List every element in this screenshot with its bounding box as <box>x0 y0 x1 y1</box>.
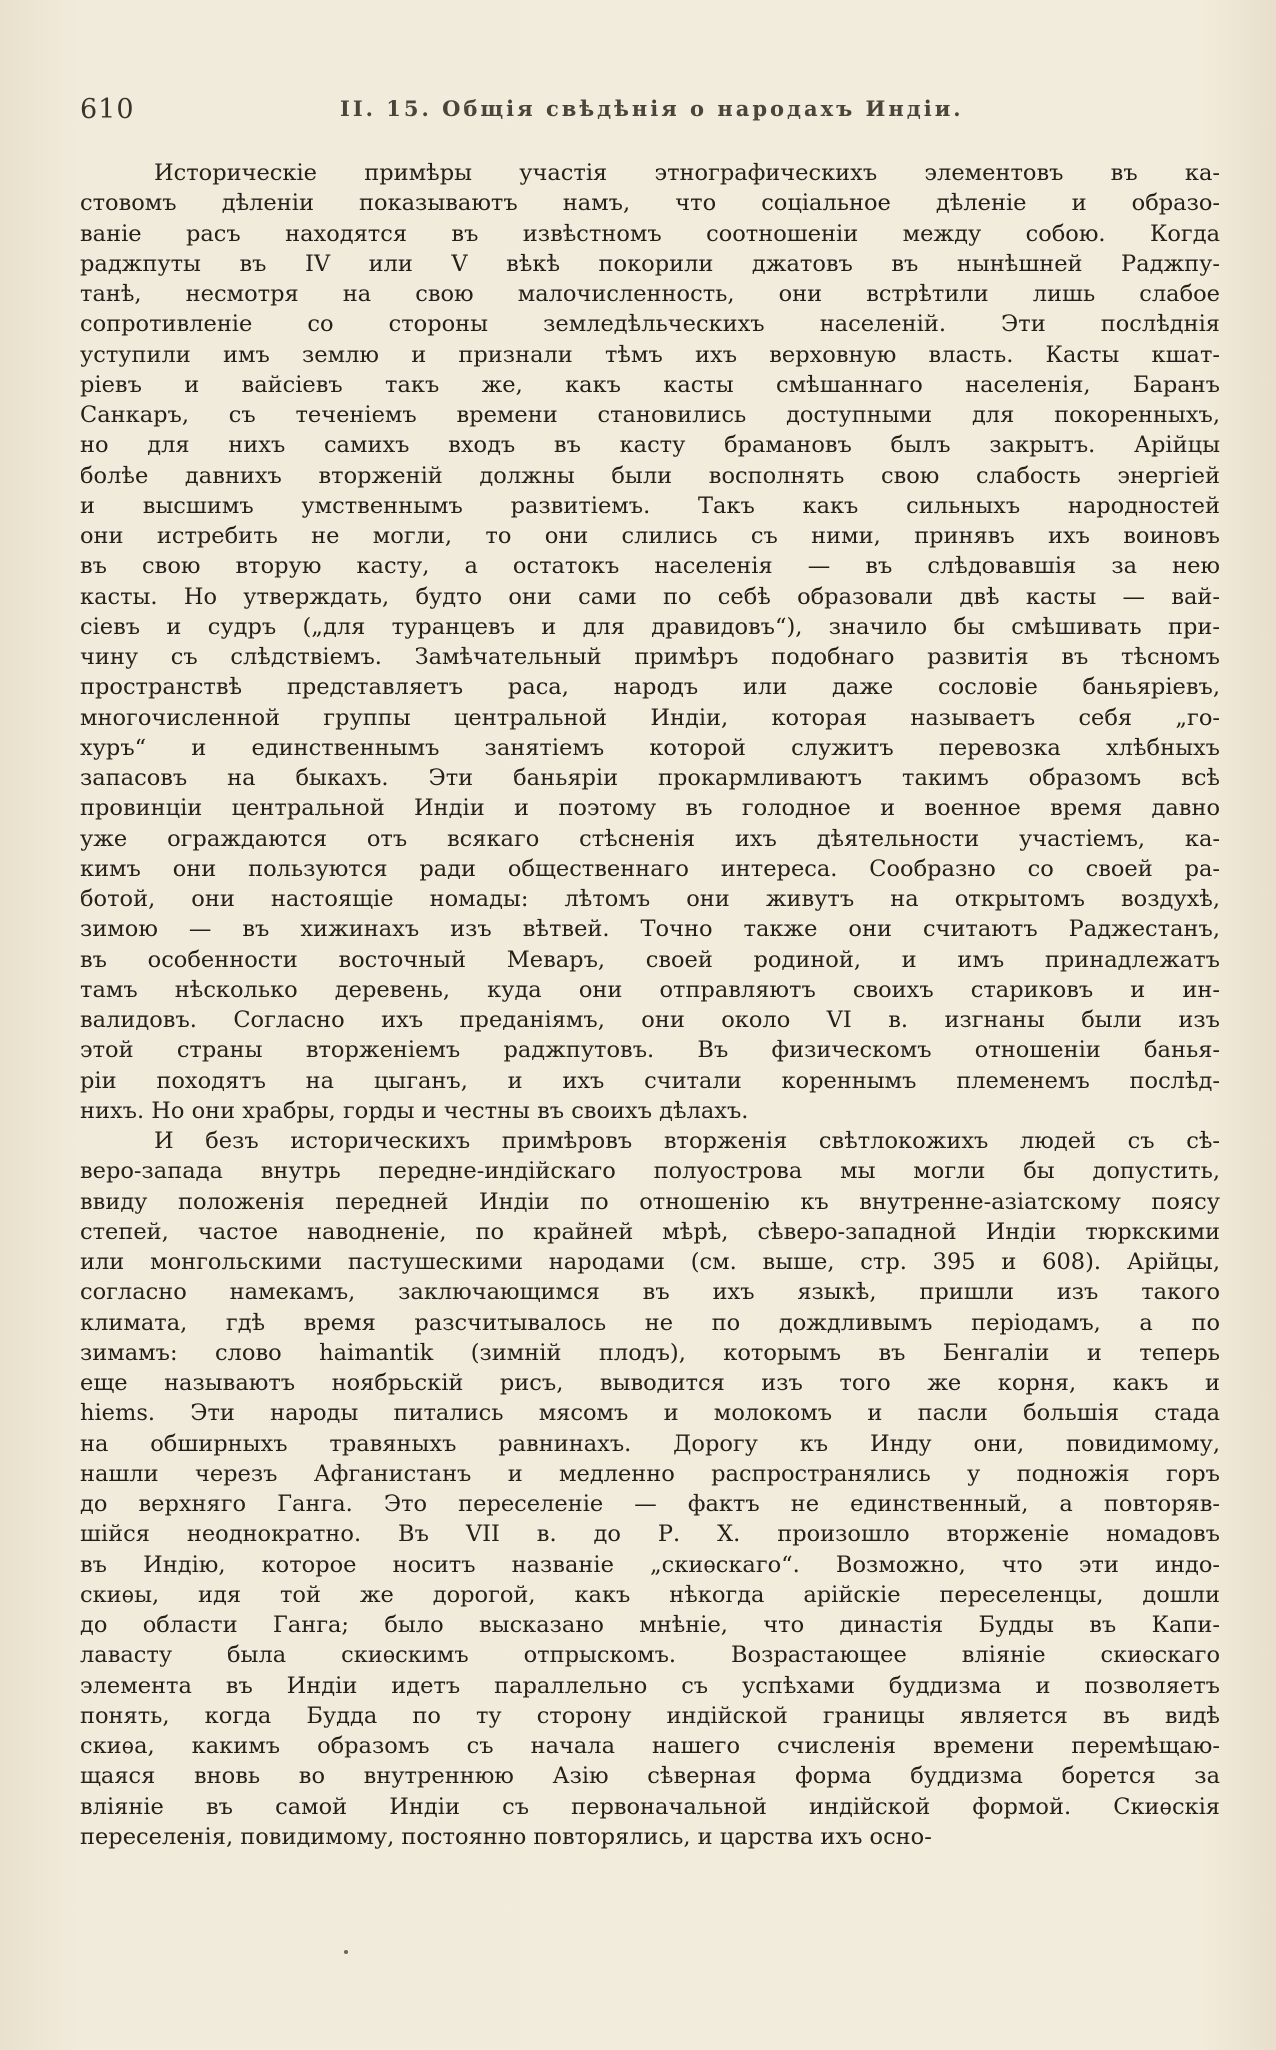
body-text <box>80 158 1220 1852</box>
text-line: И безъ историческихъ примѣровъ вторженія свѣтлокожихъ людей съ сѣ- <box>154 1128 1220 1154</box>
text-line: сопротивленіе со стороны земледѣльческихъ населеній. Эти послѣднія <box>80 311 1220 338</box>
text-line: ріи походятъ на цыганъ, и ихъ считали кореннымъ племенемъ послѣд- <box>80 1067 1220 1094</box>
text-line: лавасту была скиѳскимъ отпрыскомъ. Возрастающее вліяніе скиѳскаго <box>80 1642 1220 1669</box>
text-line: уступили имъ землю и признали тѣмъ ихъ верховную власть. Касты кшат- <box>80 341 1220 368</box>
text-line: степей, частое наводненіе, по крайней мѣрѣ, сѣверо-западной Индіи тюркскими <box>80 1218 1220 1245</box>
text-line: валидовъ. Согласно ихъ преданіямъ, они около VI в. изгнаны были изъ <box>80 1007 1220 1033</box>
text-line: до верхняго Ганга. Это переселеніе — фактъ не единственный, а повторяв- <box>80 1491 1220 1517</box>
text-line: этой страны вторженіемъ раджпутовъ. Въ физическомъ отношеніи банья- <box>80 1037 1220 1064</box>
text-line: касты. Но утверждать, будто они сами по себѣ образовали двѣ касты — вай- <box>80 583 1220 610</box>
text-line: раджпуты въ IV или V вѣкѣ покорили джатовъ въ нынѣшней Раджпу- <box>80 250 1220 277</box>
text-line: hiems. Эти народы питались мясомъ и молокомъ и пасли большія стада <box>80 1400 1220 1427</box>
text-line: ваніе расъ находятся въ извѣстномъ соотношеніи между собою. Когда <box>80 220 1220 247</box>
text-line: до области Ганга; было высказано мнѣніе, что династія Будды въ Капи- <box>80 1612 1220 1638</box>
text-line: щаяся вновь во внутреннюю Азію сѣверная форма буддизма борется за <box>80 1763 1220 1790</box>
text-line: вліяніе въ самой Индіи съ первоначальной индійской формой. Скиѳскія <box>80 1793 1220 1820</box>
ink-speck <box>344 1950 348 1954</box>
text-line: сіевъ и судръ („для туранцевъ и для дравидовъ“), значило бы смѣшивать при- <box>80 613 1220 640</box>
text-line: нашли черезъ Афганистанъ и медленно распространялись у подножія горъ <box>80 1460 1220 1487</box>
text-line: Историческіе примѣры участія этнографическихъ элементовъ въ ка- <box>154 160 1220 186</box>
text-line: танѣ, несмотря на свою малочисленность, они встрѣтили лишь слабое <box>80 281 1220 307</box>
page-header <box>80 92 1210 132</box>
paragraph-1 <box>80 158 1220 1126</box>
text-line: въ свою вторую касту, а остатокъ населенія — въ слѣдовавшія за нею <box>80 553 1220 580</box>
text-line: ботой, они настоящіе номады: лѣтомъ они живутъ на открытомъ воздухѣ, <box>80 886 1220 912</box>
text-line: чину съ слѣдствіемъ. Замѣчательный примѣръ подобнаго развитія въ тѣсномъ <box>80 644 1220 670</box>
text-line: стовомъ дѣленіи показываютъ намъ, что соціальное дѣленіе и образо- <box>80 190 1220 217</box>
text-line: климата, гдѣ время разсчитывалось не по дождливымъ періодамъ, а по <box>80 1309 1220 1336</box>
text-line: многочисленной группы центральной Индіи, которая называетъ себя „го- <box>80 704 1220 731</box>
text-line: согласно намекамъ, заключающимся въ ихъ языкѣ, пришли изъ такого <box>80 1279 1220 1306</box>
text-line: они истребить не могли, то они слились съ ними, принявъ ихъ воиновъ <box>80 523 1220 549</box>
text-line: понять, когда Будда по ту сторону индійской границы является въ видѣ <box>80 1702 1220 1729</box>
text-line: пространствѣ представляетъ раса, народъ или даже сословіе баньяріевъ, <box>80 674 1220 701</box>
text-line: ріевъ и вайсіевъ такъ же, какъ касты смѣшаннаго населенія, Баранъ <box>80 371 1220 398</box>
text-line: скиѳа, какимъ образомъ съ начала нашего счисленія времени перемѣщаю- <box>80 1733 1220 1759</box>
text-line: хуръ“ и единственнымъ занятіемъ которой служитъ перевозка хлѣбныхъ <box>80 734 1220 761</box>
text-line: или монгольскими пастушескими народами (см. выше, стр. 395 и 608). Арійцы, <box>80 1249 1220 1275</box>
text-line: и высшимъ умственнымъ развитіемъ. Такъ какъ сильныхъ народностей <box>80 492 1220 519</box>
text-line: Санкаръ, съ теченіемъ времени становились доступными для покоренныхъ, <box>80 402 1220 428</box>
paragraph-2 <box>80 1126 1220 1852</box>
text-line: ввиду положенія передней Индіи по отношенію къ внутренне-азіатскому поясу <box>80 1188 1220 1215</box>
text-line: элемента въ Индіи идетъ параллельно съ успѣхами буддизма и позволяетъ <box>80 1672 1220 1699</box>
text-line: кимъ они пользуются ради общественнаго интереса. Сообразно со своей ра- <box>80 855 1220 882</box>
text-line: но для нихъ самихъ входъ въ касту брамановъ былъ закрытъ. Арійцы <box>80 432 1220 459</box>
text-line: тамъ нѣсколько деревень, куда они отправляютъ своихъ стариковъ и ин- <box>80 976 1220 1003</box>
text-line: въ особенности восточный Меваръ, своей родиной, и имъ принадлежатъ <box>80 946 1220 973</box>
text-line: скиѳы, идя той же дорогой, какъ нѣкогда арійскіе переселенцы, дошли <box>80 1581 1220 1608</box>
text-line: на обширныхъ травяныхъ равнинахъ. Дорогу къ Инду они, повидимому, <box>80 1430 1220 1457</box>
text-line: веро-запада внутрь передне-индійскаго полуострова мы могли бы допустить, <box>80 1158 1220 1185</box>
text-line: переселенія, повидимому, постоянно повторялись, и царства ихъ осно- <box>80 1823 932 1850</box>
text-line: запасовъ на быкахъ. Эти баньяріи прокармливаютъ такимъ образомъ всѣ <box>80 765 1220 791</box>
page-number: 610 <box>80 94 135 125</box>
text-line: нихъ. Но они храбры, горды и честны въ своихъ дѣлахъ. <box>80 1097 749 1124</box>
text-line: уже ограждаются отъ всякаго стѣсненія ихъ дѣятельности участіемъ, ка- <box>80 825 1220 852</box>
text-line: шійся неоднократно. Въ VII в. до Р. Х. произошло вторженіе номадовъ <box>80 1521 1220 1548</box>
text-line: зимою — въ хижинахъ изъ вѣтвей. Точно также они считаютъ Раджестанъ, <box>80 916 1220 943</box>
text-line: еще называютъ ноябрьскій рисъ, выводится изъ того же корня, какъ и <box>80 1370 1220 1396</box>
text-line: въ Индію, которое носитъ названіе „скиѳскаго“. Возможно, что эти индо- <box>80 1551 1220 1578</box>
text-line: болѣе давнихъ вторженій должны были восполнять свою слабость энергіей <box>80 462 1220 489</box>
running-head: II. 15. Общія свѣдѣнія о народахъ Индіи. <box>340 96 964 121</box>
text-line: зимамъ: слово haimantik (зимній плодъ), которымъ въ Бенгаліи и теперь <box>80 1339 1220 1366</box>
text-line: провинціи центральной Индіи и поэтому въ голодное и военное время давно <box>80 795 1220 822</box>
